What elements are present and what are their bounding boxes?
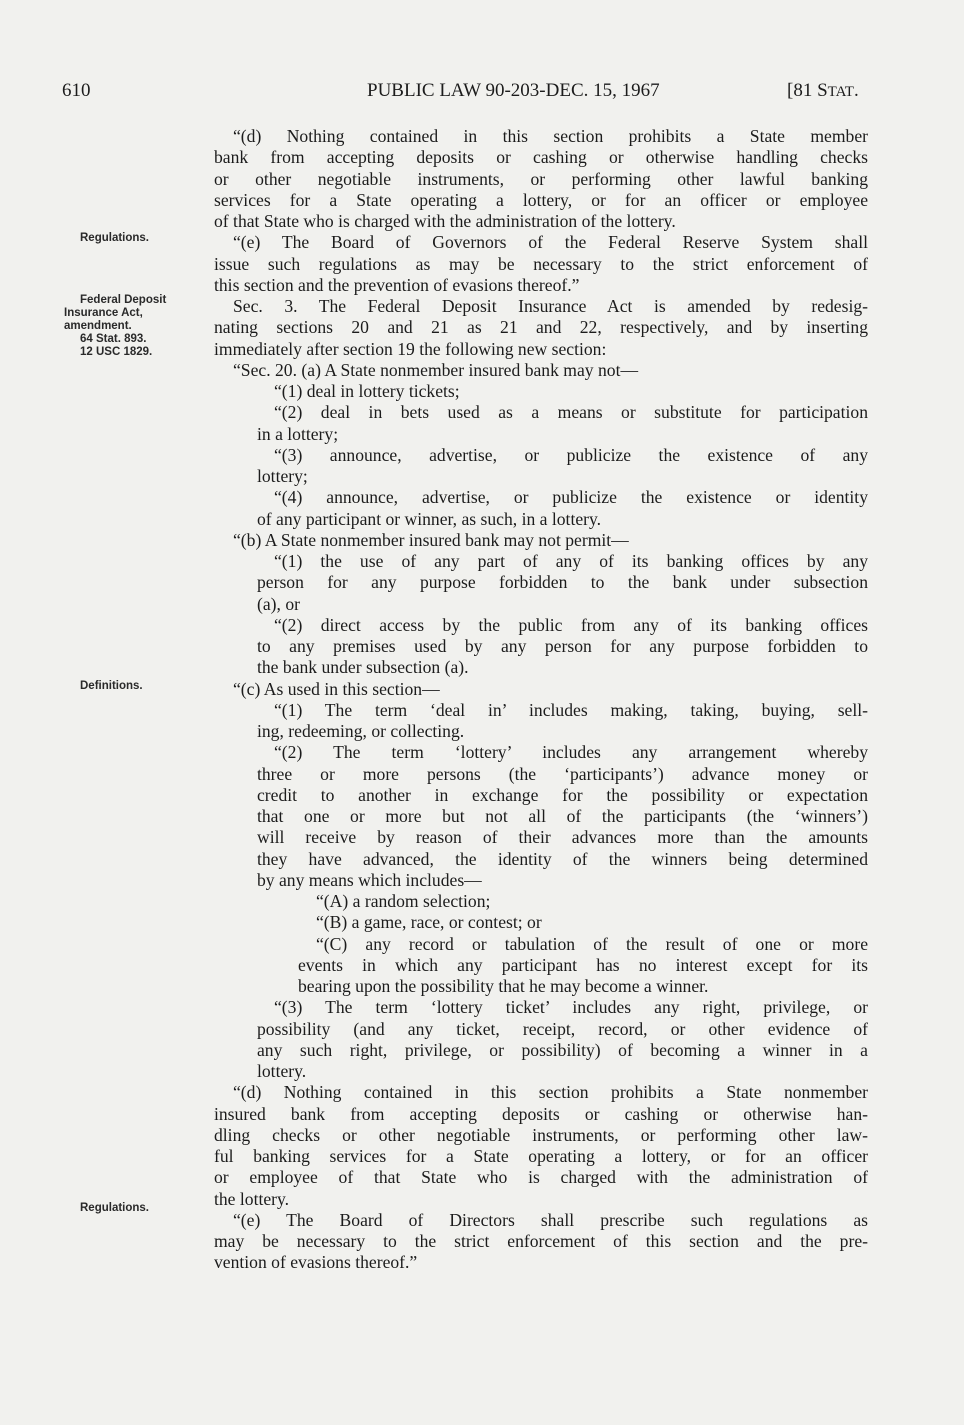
text-line: “Sec. 20. (a) A State nonmember insured bank may not— — [233, 359, 639, 380]
text-line: three or more persons (the ‘participants’) advance money or — [257, 763, 868, 784]
text-line: this section and the prevention of evasions thereof.” — [214, 274, 580, 295]
text-line: ing, redeeming, or collecting. — [257, 721, 465, 741]
text-line: “(b) A State nonmember insured bank may not permit— — [233, 529, 629, 550]
text-line: issue such regulations as may be necessary to the strict enforcement of — [214, 253, 868, 274]
margin-note-definitions: Definitions. — [80, 680, 143, 692]
text-line: the lottery. — [214, 1188, 290, 1209]
text-line: they have advanced, the identity of the winners being determined — [257, 848, 868, 869]
text-line: “(2) deal in bets used as a means or substitute for participation — [274, 402, 868, 423]
text-line: to any premises used by any person for any purpose forbidden to — [257, 636, 868, 656]
text-line: or other negotiable instruments, or performing other lawful banking — [214, 168, 868, 189]
margin-note-line: 64 Stat. 893. — [80, 333, 147, 345]
text-line: lottery. — [257, 1061, 307, 1081]
page-number: 610 — [62, 80, 91, 101]
text-line: “(2) The term ‘lottery’ includes any arrangement whereby — [274, 742, 868, 763]
margin-note-line: amendment. — [64, 320, 132, 332]
margin-note-line: Federal Deposit — [80, 294, 167, 306]
text-line: lottery; — [257, 466, 308, 486]
margin-note-regulations: Regulations. — [80, 232, 150, 244]
text-line: by any means which includes— — [257, 869, 482, 890]
text-line: events in which any participant has no interest except for its — [298, 954, 868, 975]
text-line: the bank under subsection (a). — [257, 657, 469, 678]
margin-note-line: Insurance Act, — [64, 307, 143, 319]
text-line: “(e) The Board of Directors shall prescribe such regulations as — [233, 1209, 868, 1230]
text-line: (a), or — [257, 593, 300, 614]
statute-body — [214, 126, 868, 1274]
text-line: “(c) As used in this section— — [233, 678, 440, 699]
text-line: “(3) announce, advertise, or publicize the existence of any — [274, 444, 868, 465]
text-line: “(1) deal in lottery tickets; — [274, 381, 460, 401]
text-line: “(C) any record or tabulation of the result of one or more — [316, 933, 868, 954]
text-line: “(e) The Board of Governors of the Federal Reserve System shall — [233, 232, 868, 253]
text-line: may be necessary to the strict enforcement of this section and the pre- — [214, 1231, 868, 1251]
running-title: PUBLIC LAW 90-203-DEC. 15, 1967 — [367, 80, 660, 101]
text-line: possibility (and any ticket, receipt, record, or other evidence of — [257, 1018, 868, 1039]
text-line: of any participant or winner, as such, in a lottery. — [257, 508, 602, 529]
text-line: “(3) The term ‘lottery ticket’ includes any right, privilege, or — [274, 997, 868, 1018]
text-line: “(A) a random selection; — [316, 891, 491, 911]
margin-note-regulations-2: Regulations. — [80, 1202, 150, 1214]
text-line: dling checks or other negotiable instruments, or performing other law- — [214, 1124, 868, 1145]
margin-note-fdia — [64, 294, 167, 359]
text-line: “(4) announce, advertise, or publicize the existence or identity — [274, 487, 868, 508]
volume-bracket: [81 S — [787, 80, 828, 101]
text-line: will receive by reason of their advances more than the amounts — [257, 827, 868, 848]
text-line: ful banking services for a State operating a lottery, or for an officer — [214, 1146, 868, 1166]
text-line: any such right, privilege, or possibility) of becoming a winner in a — [257, 1039, 868, 1060]
volume-end: . — [853, 80, 859, 101]
text-line: credit to another in exchange for the possibility or expectation — [257, 784, 868, 805]
text-line: insured bank from accepting deposits or cashing or otherwise han- — [214, 1103, 868, 1124]
text-line: or employee of that State who is charged with the administration of — [214, 1167, 868, 1188]
text-line: Sec. 3. The Federal Deposit Insurance Act is amended by redesig- — [233, 296, 868, 316]
text-line: “(2) direct access by the public from any of its banking offices — [274, 614, 868, 635]
text-line: vention of evasions thereof.” — [214, 1252, 418, 1273]
text-line: in a lottery; — [257, 423, 339, 444]
margin-note-line: 12 USC 1829. — [80, 346, 153, 358]
text-line: person for any purpose forbidden to the bank under subsection — [257, 572, 868, 593]
text-line: “(1) the use of any part of any of its banking offices by any — [274, 551, 868, 571]
text-line: bearing upon the possibility that he may become a winner. — [298, 976, 709, 996]
text-line: nating sections 20 and 21 as 21 and 22, respectively, and by inserting — [214, 317, 868, 338]
volume-smallcaps: TAT — [827, 84, 854, 100]
text-line: “(d) Nothing contained in this section prohibits a State member — [233, 126, 868, 146]
text-line: “(B) a game, race, or contest; or — [316, 912, 542, 933]
text-line: “(1) The term ‘deal in’ includes making, taking, buying, sell- — [274, 699, 868, 720]
text-line: immediately after section 19 the following new section: — [214, 338, 607, 359]
text-line: of that State who is charged with the administration of the lottery. — [214, 211, 676, 231]
volume-reference — [787, 80, 859, 103]
text-line: that one or more but not all of the participants (the ‘winners’) — [257, 806, 868, 826]
text-line: services for a State operating a lottery, or for an officer or employee — [214, 189, 868, 210]
text-line: bank from accepting deposits or cashing or otherwise handling checks — [214, 147, 868, 168]
text-line: “(d) Nothing contained in this section prohibits a State nonmember — [233, 1082, 868, 1103]
